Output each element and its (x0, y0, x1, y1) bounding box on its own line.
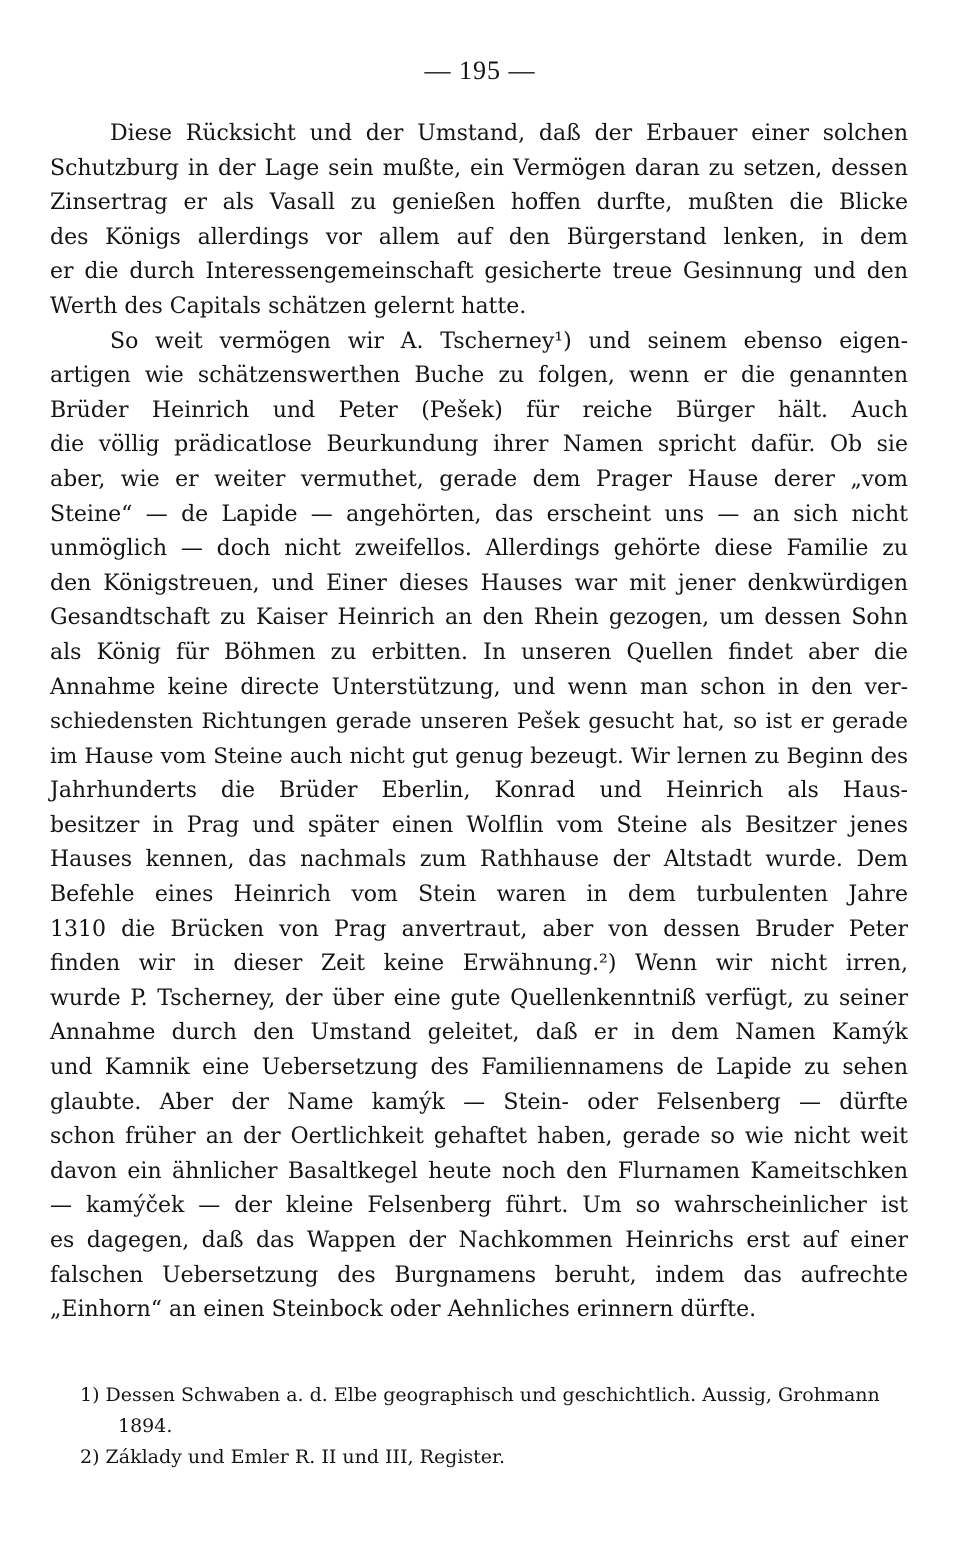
text-line: wurde P. Tscherney, der über eine gute Quellenkenntniß verfügt, zu seiner (50, 985, 908, 1011)
text-line: glaubte. Aber der Name kamýk — Stein- oder Felsenberg — dürfte (50, 1089, 908, 1115)
footnote-1-continuation: 1894. (118, 1415, 173, 1437)
footnote-1: 1) Dessen Schwaben a. d. Elbe geographisch und geschichtlich. Aussig, Grohmann (80, 1384, 880, 1406)
text-line: Annahme durch den Umstand geleitet, daß er in dem Namen Kamýk (50, 1020, 908, 1046)
page-number: — 195 — (424, 56, 536, 85)
text-line: Zinsertrag er als Vasall zu genießen hoffen durfte, mußten die Blicke (50, 190, 908, 216)
body-text (50, 117, 908, 1328)
text-line: als König für Böhmen zu erbitten. In unseren Quellen findet aber die (50, 639, 908, 665)
text-line: er die durch Interessengemeinschaft gesicherte treue Gesinnung und den (50, 259, 908, 285)
text-line: besitzer in Prag und später einen Wolflin vom Steine als Besitzer jenes (50, 812, 908, 838)
text-line: artigen wie schätzenswerthen Buche zu folgen, wenn er die genannten (50, 363, 908, 389)
text-line: die völlig prädicatlose Beurkundung ihrer Namen spricht dafür. Ob sie (50, 432, 908, 458)
text-line: Brüder Heinrich und Peter (Pešek) für reiche Bürger hält. Auch (50, 397, 908, 423)
text-line: finden wir in dieser Zeit keine Erwähnung.²) Wenn wir nicht irren, (50, 951, 908, 977)
text-line: es dagegen, daß das Wappen der Nachkommen Heinrichs erst auf einer (50, 1228, 908, 1253)
text-line: „Einhorn“ an einen Steinbock oder Aehnliches erinnern dürfte. (50, 1297, 757, 1323)
footnote-2: 2) Základy und Emler R. II und III, Register. (80, 1446, 506, 1468)
text-line: und Kamnik eine Uebersetzung des Familiennamens de Lapide zu sehen (50, 1055, 908, 1081)
text-line: aber, wie er weiter vermuthet, gerade dem Prager Hause derer „vom (50, 466, 908, 492)
text-line: unmöglich — doch nicht zweifellos. Allerdings gehörte diese Familie zu (50, 536, 908, 562)
text-line: den Königstreuen, und Einer dieses Hauses war mit jener denkwürdigen (50, 570, 908, 596)
text-line: Diese Rücksicht und der Umstand, daß der Erbauer einer solchen (110, 121, 908, 146)
text-line: im Hause vom Steine auch nicht gut genug bezeugt. Wir lernen zu Beginn des (50, 743, 908, 769)
text-line: Gesandtschaft zu Kaiser Heinrich an den Rhein gezogen, um dessen Sohn (50, 605, 908, 631)
text-line: So weit vermögen wir A. Tscherney¹) und seinem ebenso eigen- (110, 328, 908, 354)
text-line: davon ein ähnlicher Basaltkegel heute noch den Flurnamen Kameitschken (50, 1158, 908, 1184)
text-line: Werth des Capitals schätzen gelernt hatte. (50, 293, 527, 319)
text-line: Steine“ — de Lapide — angehörten, das erscheint uns — an sich nicht (50, 501, 908, 527)
text-line: Schutzburg in der Lage sein mußte, ein Vermögen daran zu setzen, dessen (50, 155, 908, 181)
text-line: schiedensten Richtungen gerade unseren Pešek gesucht hat, so ist er gerade (50, 709, 908, 735)
text-line: — kamýček — der kleine Felsenberg führt. Um so wahrscheinlicher ist (50, 1193, 908, 1219)
text-line: schon früher an der Oertlichkeit gehaftet haben, gerade so wie nicht weit (50, 1124, 908, 1150)
text-line: Annahme keine directe Unterstützung, und wenn man schon in den ver- (50, 674, 908, 700)
text-line: Jahrhunderts die Brüder Eberlin, Konrad und Heinrich als Haus- (50, 778, 908, 804)
footnotes (80, 1380, 908, 1473)
text-line: Hauses kennen, das nachmals zum Rathhause der Altstadt wurde. Dem (50, 847, 908, 873)
text-line: falschen Uebersetzung des Burgnamens beruht, indem das aufrechte (50, 1262, 908, 1288)
text-line: 1310 die Brücken von Prag anvertraut, aber von dessen Bruder Peter (50, 916, 908, 942)
text-line: des Königs allerdings vor allem auf den Bürgerstand lenken, in dem (50, 224, 908, 250)
text-line: Befehle eines Heinrich vom Stein waren in dem turbulenten Jahre (50, 882, 908, 908)
